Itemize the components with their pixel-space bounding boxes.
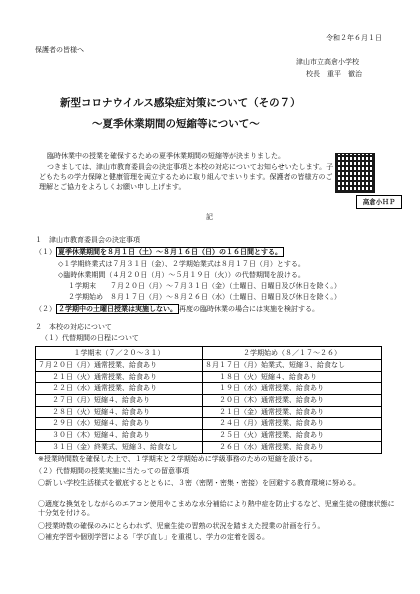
precaution-1: 〇新しい学校生活様式を徹底するとともに、３密（密閉・密集・密接）を回避する教育環境に努める。 (38, 479, 360, 487)
school-name: 津山市立高倉小学校 (296, 58, 359, 66)
table-cell: ２８日（火）短縮４、給食あり (36, 406, 203, 418)
section1-item2 (35, 305, 319, 314)
ki-marker: 記 (206, 213, 213, 221)
table-row (36, 406, 382, 418)
table-row (36, 430, 382, 442)
table-cell: １９日（水）通常授業、給食あり (203, 383, 382, 395)
table-row (36, 418, 382, 430)
table-cell: ２９日（水）短縮４、給食あり (36, 418, 203, 430)
intro-paragraph-2: つきましては、津山市教育委員会の決定事項と本校の対応についてお知らせいたします。子どもたちの学力保障と健康管理を両立するために取り組んでまいります。保護者の皆様方のご理解とご協力をよろしくお願い申し上げます。 (39, 163, 334, 192)
table-cell: ２０日（木）通常授業、給食あり (203, 395, 382, 407)
qr-code-icon[interactable] (335, 153, 375, 193)
table-row (36, 371, 382, 383)
intro-paragraph-1: 臨時休業中の授業を確保するための夏季休業期間の短縮等が決まりました。 (47, 152, 285, 160)
recipient: 保護者の皆様へ (35, 46, 84, 54)
substitute-period: ◇臨時休業期間（４月２０日（月）～５月１９日（火））の代替期間を設ける。 (58, 271, 305, 279)
section2-heading: ２ 本校の対応について (35, 323, 112, 331)
precaution-3: 〇授業時数の確保のみにとらわれず、児童生徒の習熟の状況を踏まえた授業の計画を行う。 (38, 522, 325, 530)
item-number: （１） (35, 248, 56, 256)
item-number: （２） (35, 305, 56, 313)
section2-sub1: （１）代替期間の日程について (41, 334, 139, 342)
table-header: １学期末（７／２０～３１） (36, 347, 203, 360)
issue-date: 令和２年６月１日 (326, 34, 382, 42)
table-note: ※授業時間数を確保した上で、１学期末と２学期始めに学級事務のための短縮を設ける。 (38, 455, 317, 463)
table-cell: １８日（火）短縮４、給食あり (203, 371, 382, 383)
table-cell: ２６日（水）通常授業、給食あり (203, 441, 382, 453)
table-cell: ３１日（金）終業式、短縮３、給食なし (36, 441, 203, 453)
table-header: ２学期始め（８／１７～２６） (203, 347, 382, 360)
page-subtitle: ～夏季休業期間の短縮等について～ (92, 118, 260, 130)
section2-sub2: （２）代替期間の授業実施に当たっての留意事項 (35, 467, 189, 475)
section1-item1 (35, 248, 284, 257)
no-saturday-classes: ２学期中の土曜日授業は実施しない。 (58, 305, 177, 313)
precaution-2: 〇適度な換気をしながらのエアコン使用やこまめな水分補給により熱中症を防止するなど、児童生徒の健康状態に十分気を付ける。 (38, 500, 395, 518)
table-row (36, 383, 382, 395)
term2-start-period: ２学期始め ８月１７日（月）～８月２６日（水）（土曜日、日曜日及び休日を除く。） (68, 293, 341, 301)
table-cell: ２４日（月）通常授業、給食あり (203, 418, 382, 430)
item2-note: 再度の臨時休業の場合には実施を検討する。 (179, 305, 319, 313)
precaution-4: 〇補充学習や個別学習による「学び直し」を重視し、学力の定着を図る。 (38, 533, 269, 541)
table-cell: ２１日（火）通常授業、給食あり (36, 371, 203, 383)
table-header-row (36, 347, 382, 360)
table-row (36, 395, 382, 407)
table-cell: ２７日（月）短縮４、給食あり (36, 395, 203, 407)
summer-vacation-period: 夏季休業期間を８月１日（土）～８月１６日（日）の１６日間とする。 (58, 248, 282, 256)
table-cell: ３０日（木）短縮４、給食あり (36, 430, 203, 442)
principal-name: 校長 重平 徹治 (306, 70, 362, 78)
table-cell: ８月１７日（月）始業式、短縮３、給食なし (203, 360, 382, 372)
school-hp-link[interactable]: 高倉小ＨＰ (356, 195, 402, 209)
table-row (36, 360, 382, 372)
page-title: 新型コロナウイルス感染症対策について（その７） (60, 97, 301, 109)
ceremony-dates: ◇１学期終業式は７月３１日（金）、２学期始業式は８月１７日（月）とする。 (58, 260, 305, 268)
table-cell: ２１日（金）通常授業、給食あり (203, 406, 382, 418)
table-cell: ７月２０日（月）通常授業、給食あり (36, 360, 203, 372)
table-row (36, 441, 382, 453)
table-cell: ２２日（水）通常授業、給食あり (36, 383, 203, 395)
term1-end-period: １学期末 ７月２０日（月）～７月３１日（金）（土曜日、日曜日及び休日を除く。） (68, 282, 341, 290)
table-cell: ２５日（火）通常授業、給食あり (203, 430, 382, 442)
section1-heading: １ 津山市教育委員会の決定事項 (35, 236, 140, 244)
schedule-table (35, 346, 382, 454)
